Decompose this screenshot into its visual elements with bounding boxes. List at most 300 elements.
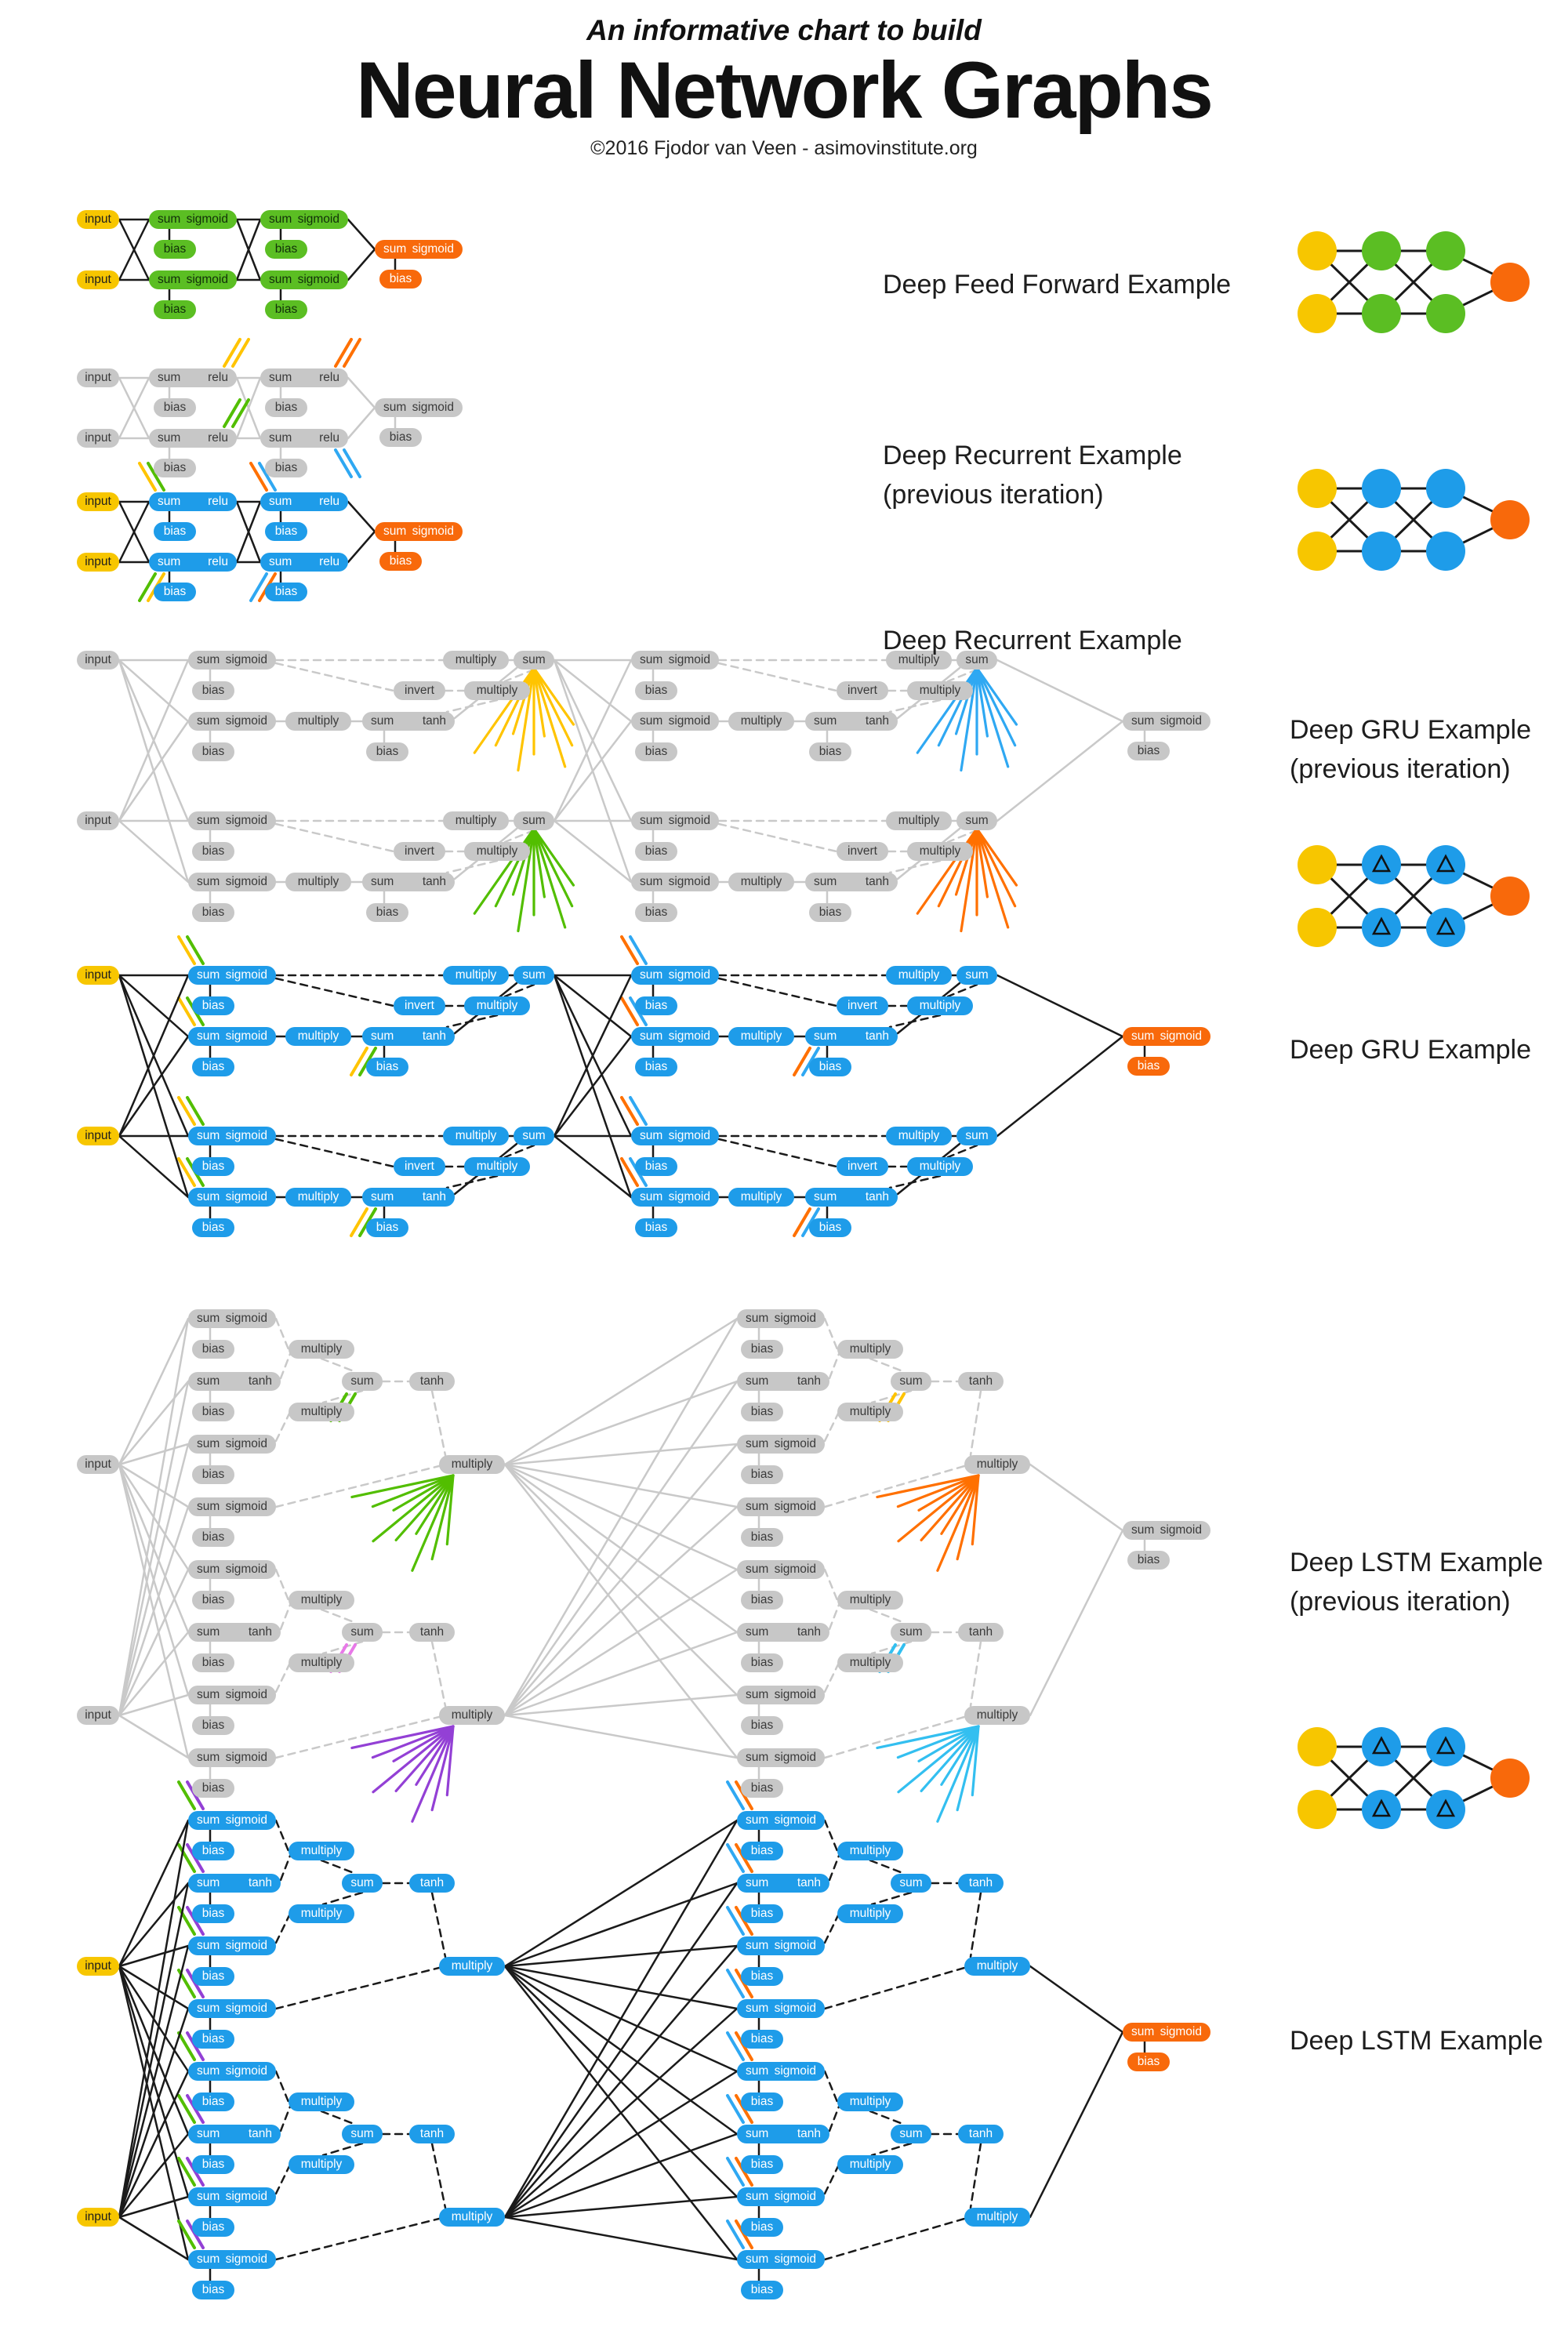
pill-label: sigmoid [225, 1688, 267, 1702]
edge [351, 1048, 367, 1075]
edge [825, 2071, 837, 2102]
pill-bias [741, 2092, 783, 2111]
edge [281, 1354, 290, 1378]
pill-bias [192, 1967, 234, 1986]
pill-bias [366, 1218, 408, 1237]
pill-label: sigmoid [774, 1813, 816, 1828]
pill-sum-sigmoid [737, 1309, 825, 1328]
pill-sum-sigmoid [631, 873, 719, 891]
pill-bias [741, 2281, 783, 2299]
pill-sum [891, 2125, 931, 2143]
pill-sum [342, 1372, 383, 1391]
edge [119, 1444, 188, 1465]
pill-sum [514, 966, 554, 985]
pill-multiply [907, 842, 973, 861]
pill-label: sum [197, 2190, 220, 2204]
edge [948, 1145, 977, 1157]
pill-label: sigmoid [668, 1190, 710, 1204]
pill-label: invert [405, 684, 434, 698]
pill-bias [192, 996, 234, 1015]
pill-sum [956, 966, 997, 985]
pill-sum-sigmoid [188, 2062, 276, 2081]
pill-bias [192, 742, 234, 761]
icon-node [1298, 845, 1337, 884]
pill-label: bias [1137, 744, 1160, 758]
pill-label: multiply [451, 1708, 493, 1722]
pill-bias [635, 903, 677, 922]
pill-label: sigmoid [774, 2252, 816, 2267]
pill-label: sigmoid [225, 1500, 267, 1514]
pill-label: bias [274, 585, 298, 599]
icon-node [1362, 908, 1401, 947]
edge [514, 829, 534, 895]
edge [276, 2219, 439, 2259]
edge [348, 249, 375, 280]
pill-multiply [886, 811, 952, 830]
pill-sum [514, 651, 554, 670]
pill-multiply-hub [439, 1455, 505, 1474]
pill-sum-sigmoid [188, 1936, 276, 1955]
pill-input [77, 553, 119, 572]
pill-multiply [464, 681, 530, 700]
pill-label: bias [163, 401, 187, 415]
page-title: Neural Network Graphs [356, 45, 1212, 135]
pill-label: bias [750, 2283, 774, 2297]
pill-label: relu [319, 371, 339, 385]
pill-label: multiply [898, 1129, 940, 1143]
pill-input [77, 210, 119, 229]
pill-label: bias [201, 999, 225, 1013]
pill-bias [635, 996, 677, 1015]
pill-label: sum [899, 1876, 923, 1890]
edge [348, 502, 375, 532]
pill-multiply [443, 966, 509, 985]
pill-multiply [289, 1403, 354, 1421]
edge [276, 663, 394, 691]
icon-node [1426, 469, 1465, 508]
edge [187, 937, 203, 964]
pill-label: sum [158, 555, 181, 569]
pill-label: tanh [419, 2127, 445, 2141]
edge [276, 2071, 289, 2102]
edge [119, 1820, 188, 1966]
pill-label: bias [201, 1781, 225, 1795]
pill-invert [394, 996, 445, 1015]
pill-bias [741, 1340, 783, 1359]
pill-label: invert [405, 999, 434, 1013]
edge [344, 450, 360, 477]
pill-label: multiply [476, 684, 518, 698]
edge [505, 1820, 737, 1966]
pill-label: sigmoid [225, 1312, 267, 1326]
pill-label: sigmoid [774, 1312, 816, 1326]
pill-label: multiply [297, 1029, 339, 1044]
icon-node [1362, 532, 1401, 571]
pill-label: bias [163, 524, 187, 539]
edge [870, 1610, 905, 1623]
edge [505, 1570, 737, 1715]
pill-label: sum [350, 1876, 374, 1890]
pill-input [77, 492, 119, 511]
pill-label: sum [197, 1129, 220, 1143]
pill-sum-sigmoid [375, 398, 463, 417]
pill-sum-sigmoid [188, 811, 276, 830]
pill-label: sigmoid [297, 273, 339, 287]
pill-multiply [837, 2155, 903, 2174]
icon-node [1298, 908, 1337, 947]
pill-label: input [85, 555, 111, 569]
pill-label: sum [640, 1129, 663, 1143]
pill-sum-sigmoid [188, 651, 276, 670]
icon-node [1298, 294, 1337, 333]
pill-sum-sigmoid [631, 1027, 719, 1046]
pill-multiply [837, 1653, 903, 1672]
edge [898, 1726, 978, 1792]
pill-bias [379, 270, 422, 289]
pill-multiply-hub [964, 1706, 1030, 1725]
pill-input [77, 270, 119, 289]
edge [119, 1381, 188, 1715]
pill-label: sum [640, 968, 663, 982]
pill-label: sum [197, 714, 220, 728]
edge [505, 1145, 534, 1157]
pill-label: sum [197, 1751, 220, 1765]
pill-label: sigmoid [774, 2002, 816, 2016]
pill-label: invert [405, 1160, 434, 1174]
pill-label: sigmoid [225, 1029, 267, 1044]
pill-bias [265, 583, 307, 601]
pill-label: bias [163, 242, 187, 256]
pill-multiply [907, 1157, 973, 1176]
pill-label: bias [274, 524, 298, 539]
pill-sum [514, 811, 554, 830]
pill-label: multiply [849, 1405, 891, 1419]
pill-label: tanh [968, 2127, 993, 2141]
pill-multiply [289, 2155, 354, 2174]
pill-label: sum [746, 2002, 769, 2016]
edge [447, 1015, 497, 1027]
edge [630, 1098, 646, 1124]
pill-label: sigmoid [225, 653, 267, 667]
pill-bias [1127, 1057, 1170, 1076]
edge [554, 721, 631, 821]
pill-sum-tanh [737, 1874, 829, 1893]
pill-label: relu [319, 431, 339, 445]
pill-sum-sigmoid [188, 712, 276, 731]
pill-label: relu [319, 495, 339, 509]
pill-label: bias [376, 745, 399, 759]
pill-label: sum [746, 1625, 769, 1639]
pill-bias [635, 1157, 677, 1176]
pill-sum-sigmoid [1123, 712, 1210, 731]
edge [719, 824, 837, 851]
pill-sum-tanh [188, 1874, 281, 1893]
pill-label: bias [201, 1221, 225, 1235]
edge [825, 2165, 839, 2194]
edge [119, 1570, 188, 1715]
pill-bias [741, 1528, 783, 1547]
edge [825, 1319, 837, 1349]
pill-bias [192, 681, 234, 700]
edge [829, 1354, 839, 1378]
pill-multiply [728, 873, 794, 891]
edge [233, 339, 249, 366]
pill-sum-sigmoid [631, 1188, 719, 1207]
pill-sum [514, 1127, 554, 1145]
pill-bias [192, 1653, 234, 1672]
pill-label: bias [818, 906, 842, 920]
pill-label: sum [371, 1029, 394, 1044]
pill-tanh [409, 1874, 455, 1893]
pill-label: multiply [849, 1656, 891, 1670]
pill-label: sum [746, 1500, 769, 1514]
pill-sum-relu [260, 429, 348, 448]
pill-sum-sigmoid [375, 240, 463, 259]
pill-bias [154, 240, 196, 259]
pill-sum-sigmoid [188, 1435, 276, 1454]
pill-bias [635, 681, 677, 700]
pill-label: sigmoid [668, 814, 710, 828]
pill-label: bias [201, 1530, 225, 1544]
pill-label: multiply [849, 1844, 891, 1858]
pill-sum-sigmoid [188, 1497, 276, 1516]
icon-node [1362, 845, 1401, 884]
edge [224, 339, 240, 366]
pill-sum-sigmoid [737, 1497, 825, 1516]
pill-label: multiply [740, 1190, 782, 1204]
pill-sum-tanh [737, 1623, 829, 1642]
pill-label: sum [746, 1437, 769, 1451]
edge [630, 937, 646, 964]
edge [948, 985, 977, 996]
pill-sum-sigmoid [737, 2187, 825, 2206]
pill-sum-sigmoid [188, 2187, 276, 2206]
pill-label: bias [201, 1342, 225, 1356]
pill-label: bias [644, 1060, 668, 1074]
pill-label: sigmoid [225, 2002, 267, 2016]
pill-sum-relu [149, 553, 237, 572]
edge [977, 668, 1016, 724]
pill-label: sum [269, 431, 292, 445]
pill-input [77, 1706, 119, 1725]
pill-bias [741, 1716, 783, 1735]
edge [872, 1893, 911, 1904]
pill-label: bias [163, 585, 187, 599]
pill-sum-sigmoid [188, 1127, 276, 1145]
edge [1030, 2032, 1123, 2217]
pill-label: sum [158, 212, 181, 227]
pill-sum-sigmoid [188, 1309, 276, 1328]
icon-node [1426, 1727, 1465, 1766]
pill-label: sum [197, 2252, 220, 2267]
pill-sum [342, 2125, 383, 2143]
pill-sum-sigmoid [737, 1435, 825, 1454]
pill-input [77, 966, 119, 985]
edge [276, 1663, 290, 1692]
pill-multiply [907, 996, 973, 1015]
pill-label: bias [201, 844, 225, 858]
mini-network-icon-lstm [1298, 1727, 1530, 1829]
pill-bias [635, 1218, 677, 1237]
pill-bias [1127, 742, 1170, 760]
pill-bias [192, 1465, 234, 1484]
edge [870, 1359, 905, 1372]
pill-sum-sigmoid [188, 1999, 276, 2018]
pill-multiply [285, 873, 351, 891]
pill-label: multiply [849, 2158, 891, 2172]
edge [870, 1860, 905, 1874]
pill-bias [809, 742, 851, 761]
pill-label: bias [201, 1593, 225, 1607]
icon-node [1298, 231, 1337, 270]
pill-label: tanh [968, 1876, 993, 1890]
pill-bias [1127, 2053, 1170, 2071]
pill-multiply [289, 1591, 354, 1610]
pill-label: bias [201, 1969, 225, 1984]
pill-label: invert [848, 684, 877, 698]
edge [1030, 1530, 1123, 1715]
pill-label: bias [750, 2032, 774, 2046]
pill-label: sum [1131, 2025, 1155, 2039]
pill-bias [192, 842, 234, 861]
pill-sum [891, 1874, 931, 1893]
edge [348, 532, 375, 562]
pill-sum-sigmoid [188, 2250, 276, 2269]
edge [348, 408, 375, 438]
edge [825, 1570, 837, 1600]
edge [825, 1914, 839, 1943]
edge [447, 861, 497, 873]
pill-label: sum [746, 1312, 769, 1326]
pill-label: tanh [797, 1876, 821, 1890]
pill-sum-sigmoid [188, 1686, 276, 1704]
pill-label: bias [201, 1405, 225, 1419]
edge [281, 1605, 290, 1629]
pill-sum-relu [149, 492, 237, 511]
pill-label: sigmoid [225, 814, 267, 828]
pill-label: sum [1131, 1029, 1155, 1044]
edge [373, 1475, 453, 1541]
section-label-line: (previous iteration) [1290, 754, 1511, 784]
edge [829, 1856, 839, 1880]
pill-bias [192, 1157, 234, 1176]
pill-multiply-hub [964, 1455, 1030, 1474]
pill-label: sum [197, 1563, 220, 1577]
pill-multiply [285, 1188, 351, 1207]
edge [872, 2143, 911, 2155]
pill-label: sigmoid [225, 2064, 267, 2078]
pill-label: tanh [797, 2127, 821, 2141]
pill-sum-tanh [362, 1188, 455, 1207]
edge [323, 1893, 362, 1904]
pill-sum-tanh [362, 712, 455, 731]
pill-label: bias [818, 745, 842, 759]
pill-label: tanh [968, 1374, 993, 1388]
pill-bias [635, 1058, 677, 1076]
pill-label: sum [965, 653, 989, 667]
pill-label: sigmoid [1160, 1029, 1202, 1044]
edge [348, 220, 375, 249]
pill-label: sigmoid [774, 1437, 816, 1451]
edge [825, 1717, 964, 1758]
pill-sum-relu [149, 368, 237, 387]
pill-label: bias [274, 242, 298, 256]
pill-label: sum [197, 1437, 220, 1451]
pill-label: sum [640, 1190, 663, 1204]
pill-label: sum [197, 2002, 220, 2016]
edge [321, 2111, 356, 2125]
pill-invert [394, 1157, 445, 1176]
pill-bias [192, 1403, 234, 1421]
pill-label: sigmoid [225, 1751, 267, 1765]
pill-label: bias [201, 2220, 225, 2234]
pill-label: sum [522, 814, 546, 828]
pill-bias [192, 1842, 234, 1860]
pill-tanh [409, 1623, 455, 1642]
edge [505, 1319, 737, 1465]
edge [971, 1642, 981, 1706]
pill-label: tanh [248, 1876, 272, 1890]
pill-label: sum [371, 875, 394, 889]
pill-label: sum [814, 1029, 837, 1044]
pill-label: input [85, 1708, 111, 1722]
pill-tanh [958, 1372, 1004, 1391]
pill-label: multiply [849, 1342, 891, 1356]
pill-label: multiply [297, 714, 339, 728]
pill-sum-sigmoid [188, 1027, 276, 1046]
pill-multiply [285, 1027, 351, 1046]
pill-multiply [728, 1027, 794, 1046]
icon-node [1426, 908, 1465, 947]
pill-multiply [289, 1904, 354, 1923]
icon-node [1298, 1790, 1337, 1829]
pill-label: tanh [797, 1374, 821, 1388]
pill-input [77, 2208, 119, 2227]
section-label-line: Deep LSTM Example [1290, 1548, 1544, 1577]
edge [505, 1507, 737, 1715]
pill-multiply [837, 1340, 903, 1359]
pill-label: sum [814, 875, 837, 889]
pill-label: sigmoid [1160, 1523, 1202, 1537]
pill-label: bias [1137, 1553, 1160, 1567]
pill-label: multiply [898, 814, 940, 828]
pill-bias [265, 300, 307, 319]
pill-label: multiply [849, 2095, 891, 2109]
pill-label: sum [197, 814, 220, 828]
edge [870, 2111, 905, 2125]
pill-label: bias [750, 1468, 774, 1482]
pill-label: bias [644, 745, 668, 759]
pill-label: sum [746, 2190, 769, 2204]
section-label-lstm-prev [1290, 1543, 1543, 1621]
edge [505, 1820, 737, 2217]
pill-label: bias [201, 906, 225, 920]
pill-label: input [85, 814, 111, 828]
pill-label: multiply [455, 968, 497, 982]
pill-multiply-hub [439, 2208, 505, 2227]
pill-sum-sigmoid [631, 966, 719, 985]
pill-multiply [289, 2092, 354, 2111]
edge [344, 339, 360, 366]
pill-label: input [85, 495, 111, 509]
pill-label: sum [746, 1688, 769, 1702]
pill-label: input [85, 968, 111, 982]
pill-label: sigmoid [225, 1190, 267, 1204]
pill-label: multiply [849, 1907, 891, 1921]
pill-label: multiply [740, 1029, 782, 1044]
pill-label: sum [965, 814, 989, 828]
pill-bias [809, 1218, 851, 1237]
